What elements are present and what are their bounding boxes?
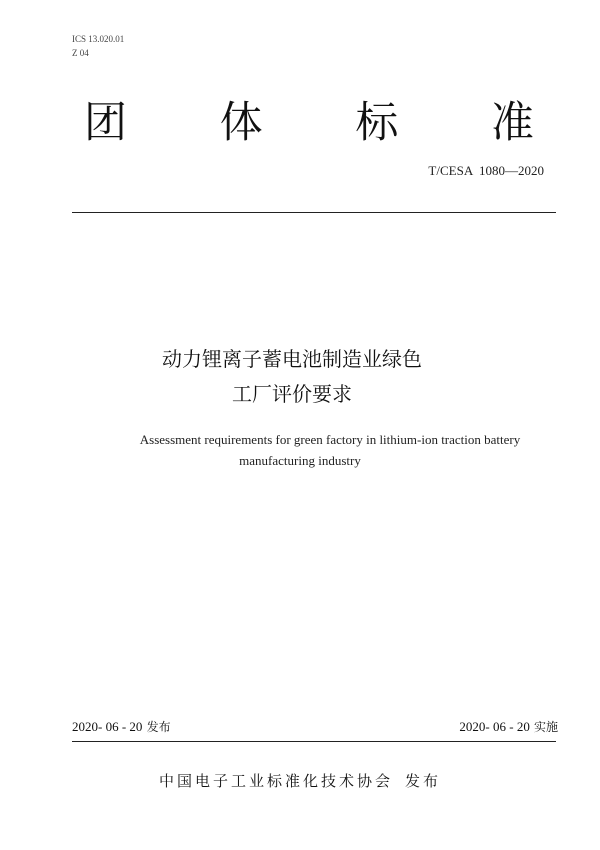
top-divider	[72, 212, 556, 213]
implement-date: 2020- 06 - 20	[459, 719, 530, 734]
chinese-title-line-2: 工厂评价要求	[232, 382, 352, 406]
ics-code: ICS 13.020.01	[72, 34, 125, 44]
issue-date-block	[72, 718, 171, 737]
standard-type-heading	[84, 93, 534, 153]
publisher-label: 发布	[405, 772, 442, 790]
english-title-line-2: manufacturing industry	[239, 453, 361, 468]
english-title-line-1: Assessment requirements for green factory in lithium-ion traction battery	[139, 432, 521, 447]
implement-date-block	[459, 718, 558, 737]
standard-type-char: 准	[490, 98, 534, 148]
publisher-name: 中国电子工业标准化技术协会	[158, 772, 393, 790]
implement-label: 实施	[533, 720, 558, 734]
chinese-title-line-1: 动力锂离子蓄电池制造业绿色	[162, 347, 422, 371]
bottom-divider	[72, 741, 556, 742]
issue-label: 发布	[146, 720, 171, 734]
standard-type-char: 团	[84, 98, 127, 148]
standard-number: T/CESA 1080—2020	[428, 163, 544, 178]
issue-date: 2020- 06 - 20	[72, 719, 143, 734]
ccs-code: Z 04	[72, 48, 89, 58]
publisher-line	[0, 770, 600, 792]
standard-type-char: 标	[355, 98, 399, 148]
standard-type-char: 体	[219, 98, 263, 148]
